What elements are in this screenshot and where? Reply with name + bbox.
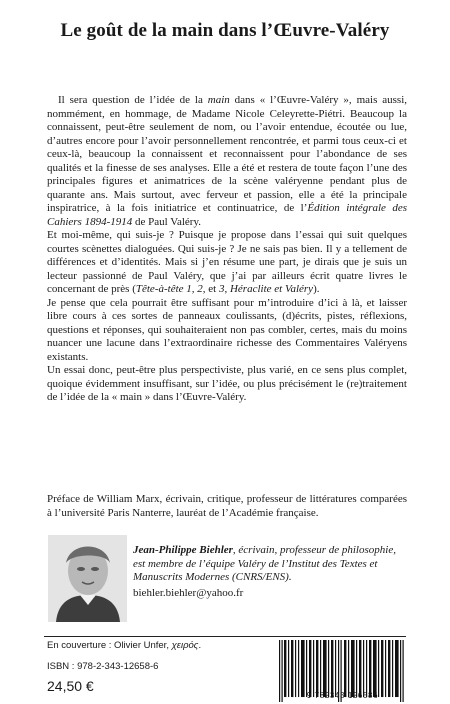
author-email: biehler.biehler@yahoo.fr <box>133 586 244 599</box>
isbn: ISBN : 978-2-343-12658-6 <box>47 661 159 672</box>
paragraph-who-am-i: Et moi-même, qui suis-je ? Puisque je propose dans l’essai qui suit quelques courtes scènettes dialoguées. Qui suis-je ? Je ne sais pas bien. Il y a tellement de différences et d’identités. Mais si j’en résume une part, je dirais que je suis un lecteur passionné de Paul Valéry, que j’ai par ailleurs écrit quatre livres le concernant de près (Tête-à-tête 1, 2, et 3, Héraclite et Valéry). <box>47 229 407 295</box>
back-cover-text <box>47 94 407 405</box>
author-description: , écrivain, professeur de philosophie, est membre de l’équipe Valéry de l’Institut des Textes et Manuscrits Modernes (CNRS/ENS). <box>133 544 396 583</box>
paragraph-intro: Il sera question de l’idée de la main dans « l’Œuvre-Valéry », mais aussi, nommément, en hommage, de Madame Nicole Celeyrette-Piétri. Beaucoup la connaissent, peut-être seulement de nom, ou l’avoir entendue, écoutée ou lue, d’autres encore pour l’avoir personnellement rencontrée, et parmi tous ceux-ci et ceux-là, beaucoup la connaissent et reconnaissent pour l’abondance de ses qualités et la finesse de ses analyses. Elle a été et restera de toute façon l’une des principales figures et animatrices de la scène valéryenne pendant plus de quarante ans. Mais surtout, avec ferveur et passion, elle a été la principale inspiratrice, à la fois initiatrice et continuatrice, de l’Édition intégrale des Cahiers 1894-1914 de Paul Valéry. <box>47 94 408 228</box>
barcode-number: 9 782343 126586 <box>306 691 379 700</box>
author-bio <box>133 544 408 600</box>
price: 24,50 € <box>47 678 94 694</box>
author-name: Jean-Philippe Biehler <box>133 544 233 556</box>
preface-note: Préface de William Marx, écrivain, critique, professeur de littératures comparées à l’université Paris Nanterre, lauréat de l’Académie française. <box>47 493 407 519</box>
author-portrait <box>48 535 127 622</box>
cover-credit: En couverture : Olivier Unfer, χειρός. <box>47 640 202 651</box>
book-title: Le goût de la main dans l’Œuvre-Valéry <box>60 20 390 41</box>
paragraph-introduce: Je pense que cela pourrait être suffisant pour m’introduire d’ici à là, et laisser libre cours à ces sortes de panneaux coulissants, (d)écrits, pistes, réflexions, questions et réponses, qui souhaiteraient non pas combler, certes, mais du moins nuancer une lacune dans l’extraordinaire richesse des Commentaires Valéryens existants. <box>47 296 407 363</box>
divider <box>44 636 406 637</box>
paragraph-essay: Un essai donc, peut-être plus perspectiviste, plus varié, en ce sens plus complet, quoique évidemment insuffisant, sur l’idée, ou plus précisément le (re)traitement de l’idée de la « main » dans l’Œuvre-Valéry. <box>47 364 407 403</box>
